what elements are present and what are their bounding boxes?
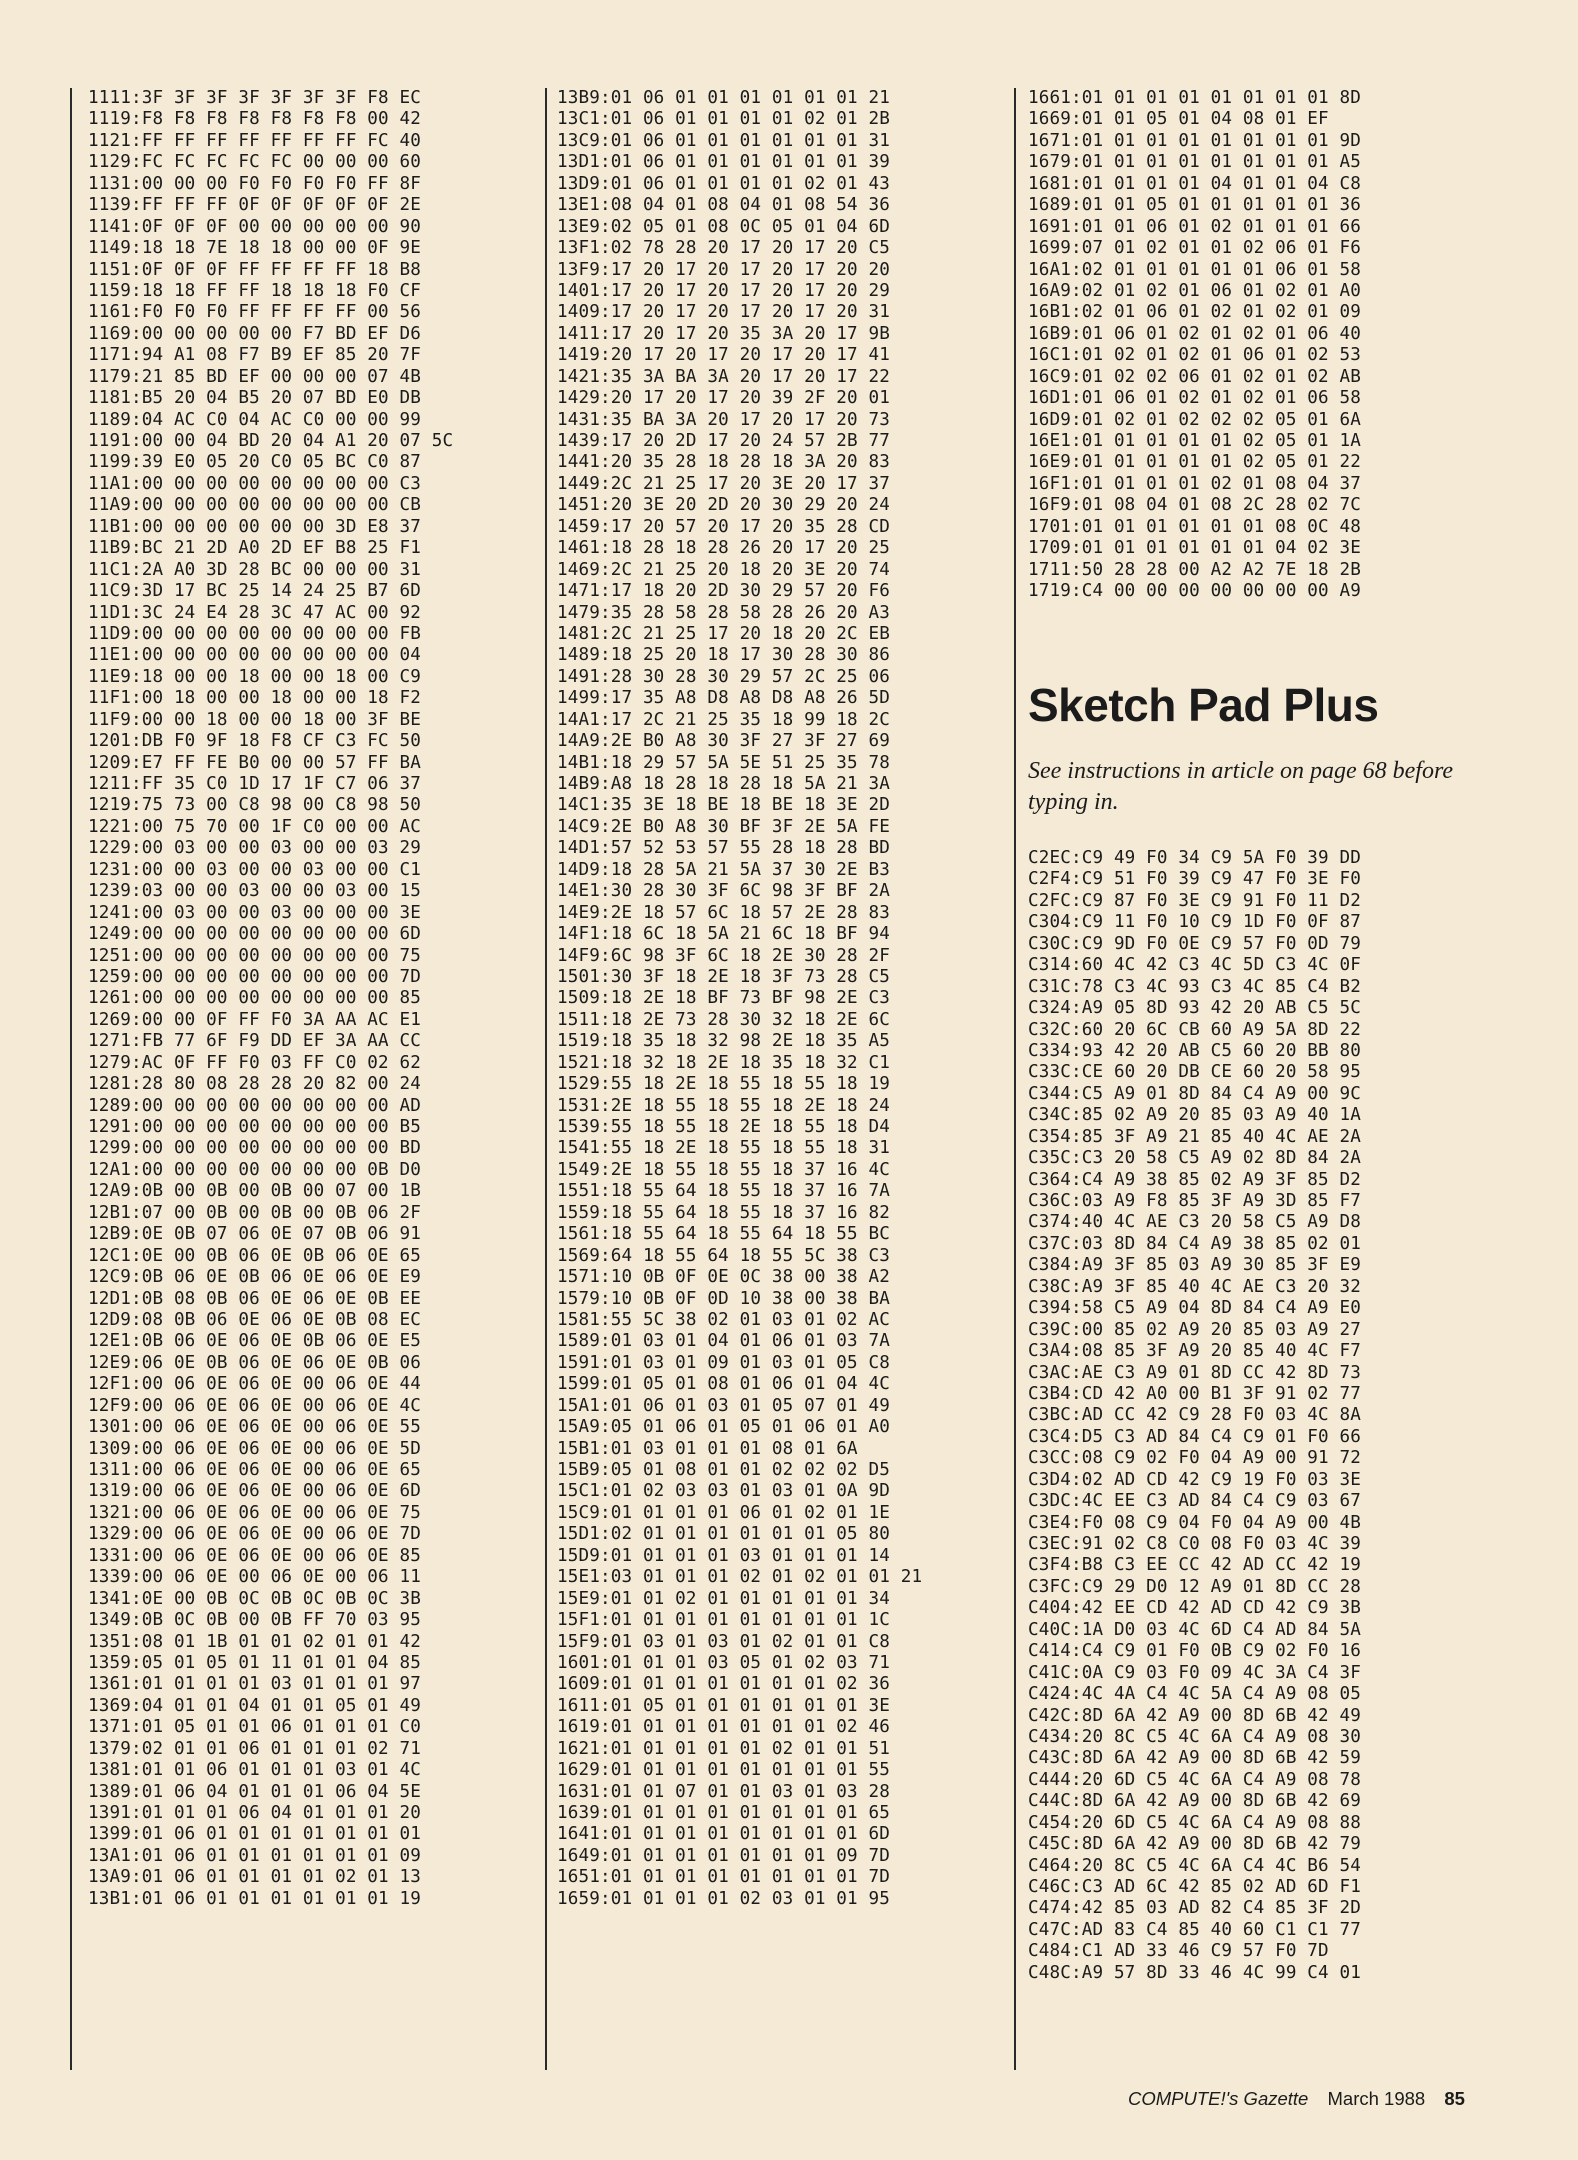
listing-line: 15E1:03 01 01 01 02 01 02 01 01 21 (557, 1567, 923, 1588)
listing-line: 1201:DB F0 9F 18 F8 CF C3 FC 50 (88, 731, 422, 752)
listing-line: 1389:01 06 04 01 01 01 06 04 5E (88, 1781, 422, 1802)
listing-line: 1691:01 01 06 01 02 01 01 01 66 (1028, 216, 1362, 237)
listing-line: C41C:0A C9 03 F0 09 4C 3A C4 3F (1028, 1662, 1362, 1683)
listing-line: 1689:01 01 05 01 01 01 01 01 36 (1028, 195, 1362, 216)
listing-line: C3CC:08 C9 02 F0 04 A9 00 91 72 (1028, 1448, 1362, 1469)
listing-line: 1519:18 35 18 32 98 2E 18 35 A5 (557, 1031, 891, 1052)
listing-line: 12D1:0B 08 0B 06 0E 06 0E 0B EE (88, 1288, 422, 1309)
listing-line: C414:C4 C9 01 F0 0B C9 02 F0 16 (1028, 1641, 1362, 1662)
listing-line: 1209:E7 FF FE B0 00 00 57 FF BA (88, 752, 422, 773)
listing-line: C354:85 3F A9 21 85 40 4C AE 2A (1028, 1126, 1362, 1147)
listing-line: 15D1:02 01 01 01 01 01 01 05 80 (557, 1524, 891, 1545)
listing-line: 14D9:18 28 5A 21 5A 37 30 2E B3 (557, 859, 891, 880)
listing-line: 1241:00 03 00 00 03 00 00 00 3E (88, 902, 422, 923)
listing-line: 1411:17 20 17 20 35 3A 20 17 9B (557, 323, 891, 344)
listing-line: 16F1:01 01 01 01 02 01 08 04 37 (1028, 473, 1362, 494)
listing-line: 1221:00 75 70 00 1F C0 00 00 AC (88, 816, 422, 837)
listing-line: 16A1:02 01 01 01 01 01 06 01 58 (1028, 259, 1362, 280)
listing-line: 13F1:02 78 28 20 17 20 17 20 C5 (557, 238, 891, 259)
listing-line: 16B9:01 06 01 02 01 02 01 06 40 (1028, 323, 1362, 344)
listing-line: 13E9:02 05 01 08 0C 05 01 04 6D (557, 216, 891, 237)
column-divider-2 (1014, 88, 1016, 2070)
listing-line: 11F9:00 00 18 00 00 18 00 3F BE (88, 709, 422, 730)
listing-line: 1511:18 2E 73 28 30 32 18 2E 6C (557, 1009, 891, 1030)
listing-line: C46C:C3 AD 6C 42 85 02 AD 6D F1 (1028, 1877, 1362, 1897)
listing-line: 14C1:35 3E 18 BE 18 BE 18 3E 2D (557, 795, 891, 816)
listing-line: 1231:00 00 03 00 00 03 00 00 C1 (88, 859, 422, 880)
listing-line: 12B1:07 00 0B 00 0B 00 0B 06 2F (88, 1202, 422, 1223)
listing-line: C474:42 85 03 AD 82 C4 85 3F 2D (1028, 1898, 1362, 1919)
listing-line: 1271:FB 77 6F F9 DD EF 3A AA CC (88, 1031, 422, 1052)
listing-line: C47C:AD 83 C4 85 40 60 C1 C1 77 (1028, 1919, 1362, 1940)
listing-line: 1611:01 05 01 01 01 01 01 01 3E (557, 1695, 891, 1716)
listing-line: 1521:18 32 18 2E 18 35 18 32 C1 (557, 1052, 891, 1073)
listing-line: C3B4:CD 42 A0 00 B1 3F 91 02 77 (1028, 1383, 1362, 1404)
listing-line: 1661:01 01 01 01 01 01 01 01 8D (1028, 88, 1362, 108)
listing-line: 1651:01 01 01 01 01 01 01 01 7D (557, 1867, 891, 1888)
listing-line: 1639:01 01 01 01 01 01 01 01 65 (557, 1803, 891, 1823)
listing-line: 1451:20 3E 20 2D 20 30 29 20 24 (557, 495, 891, 516)
listing-line: 1131:00 00 00 F0 F0 F0 F0 FF 8F (88, 173, 422, 194)
listing-line: C3A4:08 85 3F A9 20 85 40 4C F7 (1028, 1341, 1362, 1362)
listing-line: 12F1:00 06 0E 06 0E 00 06 0E 44 (88, 1374, 422, 1395)
footer-publication: COMPUTE!'s Gazette (1128, 2088, 1309, 2109)
listing-line: 12C9:0B 06 0E 0B 06 0E 06 0E E9 (88, 1267, 422, 1288)
listing-line: 16F9:01 08 04 01 08 2C 28 02 7C (1028, 495, 1362, 516)
listing-line: C39C:00 85 02 A9 20 85 03 A9 27 (1028, 1319, 1362, 1340)
listing-line: C34C:85 02 A9 20 85 03 A9 40 1A (1028, 1105, 1362, 1126)
listing-line: 11D9:00 00 00 00 00 00 00 00 FB (88, 623, 422, 644)
listing-line: 1501:30 3F 18 2E 18 3F 73 28 C5 (557, 966, 891, 987)
listing-line: 13B9:01 06 01 01 01 01 01 01 21 (557, 88, 891, 108)
listing-line: 1459:17 20 57 20 17 20 35 28 CD (557, 516, 891, 537)
listing-line: C37C:03 8D 84 C4 A9 38 85 02 01 (1028, 1233, 1362, 1254)
listing-line: 15F1:01 01 01 01 01 01 01 01 1C (557, 1610, 891, 1631)
listing-line: 1549:2E 18 55 18 55 18 37 16 4C (557, 1159, 891, 1180)
listing-line: 1559:18 55 64 18 55 18 37 16 82 (557, 1202, 891, 1223)
listing-line: 15C1:01 02 03 03 01 03 01 0A 9D (557, 1481, 891, 1502)
listing-line: C48C:A9 57 8D 33 46 4C 99 C4 01 (1028, 1962, 1362, 1983)
listing-line: 1261:00 00 00 00 00 00 00 00 85 (88, 988, 422, 1009)
listing-line: 1199:39 E0 05 20 C0 05 BC C0 87 (88, 452, 422, 473)
listing-line: C324:A9 05 8D 93 42 20 AB C5 5C (1028, 998, 1362, 1019)
listing-line: 1141:0F 0F 0F 00 00 00 00 00 90 (88, 216, 422, 237)
listing-line: C304:C9 11 F0 10 C9 1D F0 0F 87 (1028, 912, 1362, 933)
listing-line: 1479:35 28 58 28 58 28 26 20 A3 (557, 602, 891, 623)
listing-line: C364:C4 A9 38 85 02 A9 3F 85 D2 (1028, 1169, 1362, 1190)
listing-line: 14E1:30 28 30 3F 6C 98 3F BF 2A (557, 881, 891, 902)
listing-line: 1311:00 06 0E 06 0E 00 06 0E 65 (88, 1460, 422, 1480)
listing-line: 15F9:01 03 01 03 01 02 01 01 C8 (557, 1631, 891, 1652)
listing-line: C36C:03 A9 F8 85 3F A9 3D 85 F7 (1028, 1191, 1362, 1211)
listing-line: 1471:17 18 20 2D 30 29 57 20 F6 (557, 581, 891, 602)
listing-line: 1561:18 55 64 18 55 64 18 55 BC (557, 1224, 891, 1245)
listing-line: 1301:00 06 0E 06 0E 00 06 0E 55 (88, 1417, 422, 1438)
listing-line: 13A1:01 06 01 01 01 01 01 01 09 (88, 1845, 422, 1866)
listing-line: C444:20 6D C5 4C 6A C4 A9 08 78 (1028, 1769, 1362, 1790)
listing-line: 1599:01 05 01 08 01 06 01 04 4C (557, 1374, 891, 1395)
listing-line: 14E9:2E 18 57 6C 18 57 2E 28 83 (557, 902, 891, 923)
listing-line: 11D1:3C 24 E4 28 3C 47 AC 00 92 (88, 602, 422, 623)
listing-line: 1449:2C 21 25 17 20 3E 20 17 37 (557, 473, 891, 494)
listing-line: 1499:17 35 A8 D8 A8 D8 A8 26 5D (557, 688, 891, 709)
listing-line: 1709:01 01 01 01 01 01 04 02 3E (1028, 538, 1362, 559)
listing-line: 11C9:3D 17 BC 25 14 24 25 B7 6D (88, 581, 422, 602)
listing-line: C3BC:AD CC 42 C9 28 F0 03 4C 8A (1028, 1405, 1362, 1426)
listing-line: C2F4:C9 51 F0 39 C9 47 F0 3E F0 (1028, 869, 1362, 890)
listing-line: C31C:78 C3 4C 93 C3 4C 85 C4 B2 (1028, 976, 1362, 997)
listing-line: C32C:60 20 6C CB 60 A9 5A 8D 22 (1028, 1019, 1362, 1040)
listing-line: 13B1:01 06 01 01 01 01 01 01 19 (88, 1888, 422, 1909)
listing-line: 15A9:05 01 06 01 05 01 06 01 A0 (557, 1417, 891, 1438)
listing-line: 1149:18 18 7E 18 18 00 00 0F 9E (88, 238, 422, 259)
listing-line: C314:60 4C 42 C3 4C 5D C3 4C 0F (1028, 955, 1362, 976)
section-note: See instructions in article on page 68 before typing in. (1028, 758, 1454, 815)
listing-line: 12C1:0E 00 0B 06 0E 0B 06 0E 65 (88, 1245, 422, 1266)
listing-line: 1291:00 00 00 00 00 00 00 00 B5 (88, 1117, 422, 1137)
listing-line: C3C4:D5 C3 AD 84 C4 C9 01 F0 66 (1028, 1426, 1362, 1447)
listing-line: 1191:00 00 04 BD 20 04 A1 20 07 5C (88, 431, 454, 451)
listing-line: C45C:8D 6A 42 A9 00 8D 6B 42 79 (1028, 1834, 1362, 1855)
listing-line: C33C:CE 60 20 DB CE 60 20 58 95 (1028, 1062, 1362, 1083)
listing-line: 16C9:01 02 02 06 01 02 01 02 AB (1028, 366, 1362, 387)
listing-line: 1391:01 01 01 06 04 01 01 01 20 (88, 1803, 422, 1823)
listing-line: 12A9:0B 00 0B 00 0B 00 07 00 1B (88, 1181, 422, 1202)
listing-line: 1701:01 01 01 01 01 01 08 0C 48 (1028, 516, 1362, 537)
listing-line: 14D1:57 52 53 57 55 28 18 28 BD (557, 838, 891, 859)
listing-line: 1619:01 01 01 01 01 01 01 02 46 (557, 1717, 891, 1738)
listing-line: 16D9:01 02 01 02 02 02 05 01 6A (1028, 409, 1362, 430)
listing-line: 1719:C4 00 00 00 00 00 00 00 A9 (1028, 581, 1362, 602)
listing-line: 1351:08 01 1B 01 01 02 01 01 42 (88, 1631, 422, 1652)
listing-line: 1281:28 80 08 28 28 20 82 00 24 (88, 1074, 422, 1095)
listing-column-3 (1028, 88, 1468, 603)
listing-column-2 (557, 88, 997, 1910)
listing-line: 1339:00 06 0E 00 06 0E 00 06 11 (88, 1567, 422, 1588)
listing-line: 12D9:08 0B 06 0E 06 0E 0B 08 EC (88, 1309, 422, 1330)
listing-line: 1381:01 01 06 01 01 01 03 01 4C (88, 1760, 422, 1781)
listing-line: 16B1:02 01 06 01 02 01 02 01 09 (1028, 302, 1362, 323)
listing-line: 1591:01 03 01 09 01 03 01 05 C8 (557, 1352, 891, 1373)
listing-line: 1359:05 01 05 01 11 01 01 04 85 (88, 1652, 422, 1673)
listing-line: 1259:00 00 00 00 00 00 00 00 7D (88, 966, 422, 987)
listing-line: C454:20 6D C5 4C 6A C4 A9 08 88 (1028, 1812, 1362, 1833)
listing-line: 13D9:01 06 01 01 01 01 02 01 43 (557, 173, 891, 194)
listing-line: C374:40 4C AE C3 20 58 C5 A9 D8 (1028, 1212, 1362, 1233)
listing-line: C3FC:C9 29 D0 12 A9 01 8D CC 28 (1028, 1576, 1362, 1597)
listing-line: 11F1:00 18 00 00 18 00 00 18 F2 (88, 688, 422, 709)
listing-line: 1239:03 00 00 03 00 00 03 00 15 (88, 881, 422, 902)
listing-line: 1111:3F 3F 3F 3F 3F 3F 3F F8 EC (88, 88, 422, 108)
listing-column-3b (1028, 848, 1468, 1984)
listing-line: 1349:0B 0C 0B 00 0B FF 70 03 95 (88, 1610, 422, 1631)
listing-line: C404:42 EE CD 42 AD CD 42 C9 3B (1028, 1598, 1362, 1619)
listing-line: 1491:28 30 28 30 29 57 2C 25 06 (557, 666, 891, 687)
listing-line: 1461:18 28 18 28 26 20 17 20 25 (557, 538, 891, 559)
listing-line: C3D4:02 AD CD 42 C9 19 F0 03 3E (1028, 1469, 1362, 1490)
listing-line: 11E9:18 00 00 18 00 00 18 00 C9 (88, 666, 422, 687)
listing-line: 1551:18 55 64 18 55 18 37 16 7A (557, 1181, 891, 1202)
listing-line: 11C1:2A A0 3D 28 BC 00 00 00 31 (88, 559, 422, 580)
listing-line: 1641:01 01 01 01 01 01 01 01 6D (557, 1824, 891, 1845)
listing-line: C3DC:4C EE C3 AD 84 C4 C9 03 67 (1028, 1491, 1362, 1512)
listing-line: 1631:01 01 07 01 01 03 01 03 28 (557, 1781, 891, 1802)
listing-line: 1279:AC 0F FF F0 03 FF C0 02 62 (88, 1052, 422, 1073)
section-title: Sketch Pad Plus (1028, 679, 1379, 731)
listing-line: 16C1:01 02 01 02 01 06 01 02 53 (1028, 345, 1362, 366)
listing-line: 14A1:17 2C 21 25 35 18 99 18 2C (557, 709, 891, 730)
listing-line: 1681:01 01 01 01 04 01 01 04 C8 (1028, 173, 1362, 194)
listing-line: 13E1:08 04 01 08 04 01 08 54 36 (557, 195, 891, 216)
listing-line: 1379:02 01 01 06 01 01 01 02 71 (88, 1738, 422, 1759)
listing-line: 16A9:02 01 02 01 06 01 02 01 A0 (1028, 280, 1362, 301)
listing-line: C424:4C 4A C4 4C 5A C4 A9 08 05 (1028, 1684, 1362, 1705)
listing-line: C434:20 8C C5 4C 6A C4 A9 08 30 (1028, 1726, 1362, 1747)
listing-line: 1401:17 20 17 20 17 20 17 20 29 (557, 280, 891, 301)
footer-date: March 1988 (1327, 2088, 1426, 2109)
page-footer (1128, 2088, 1465, 2110)
listing-line: 13A9:01 06 01 01 01 01 02 01 13 (88, 1867, 422, 1888)
listing-line: 1299:00 00 00 00 00 00 00 00 BD (88, 1138, 422, 1159)
listing-line: 1189:04 AC C0 04 AC C0 00 00 99 (88, 409, 422, 430)
listing-line: 1251:00 00 00 00 00 00 00 00 75 (88, 945, 422, 966)
listing-line: 1509:18 2E 18 BF 73 BF 98 2E C3 (557, 988, 891, 1009)
listing-line: 1621:01 01 01 01 01 02 01 01 51 (557, 1738, 891, 1759)
listing-line: 1609:01 01 01 01 01 01 01 02 36 (557, 1674, 891, 1695)
listing-line: 1249:00 00 00 00 00 00 00 00 6D (88, 924, 422, 945)
listing-line: 1371:01 05 01 01 06 01 01 01 C0 (88, 1717, 422, 1738)
listing-line: C2FC:C9 87 F0 3E C9 91 F0 11 D2 (1028, 890, 1362, 911)
listing-line: 1539:55 18 55 18 2E 18 55 18 D4 (557, 1117, 891, 1137)
listing-line: 1541:55 18 2E 18 55 18 55 18 31 (557, 1138, 891, 1159)
listing-line: 12A1:00 00 00 00 00 00 00 0B D0 (88, 1159, 422, 1180)
listing-line: 1121:FF FF FF FF FF FF FF FC 40 (88, 130, 422, 151)
listing-line: 1579:10 0B 0F 0D 10 38 00 38 BA (557, 1288, 891, 1309)
listing-line: C44C:8D 6A 42 A9 00 8D 6B 42 69 (1028, 1791, 1362, 1812)
listing-line: 1211:FF 35 C0 1D 17 1F C7 06 37 (88, 774, 422, 794)
listing-line: 15B1:01 03 01 01 01 08 01 6A (557, 1438, 858, 1459)
listing-line: 1321:00 06 0E 06 0E 00 06 0E 75 (88, 1502, 422, 1523)
listing-line: 13F9:17 20 17 20 17 20 17 20 20 (557, 259, 891, 280)
listing-line: 14B9:A8 18 28 18 28 18 5A 21 3A (557, 774, 891, 794)
listing-line: 14A9:2E B0 A8 30 3F 27 3F 27 69 (557, 731, 891, 752)
listing-line: 1649:01 01 01 01 01 01 01 09 7D (557, 1845, 891, 1866)
listing-line: C40C:1A D0 03 4C 6D C4 AD 84 5A (1028, 1619, 1362, 1640)
listing-line: 12E9:06 0E 0B 06 0E 06 0E 0B 06 (88, 1352, 422, 1373)
listing-line: C42C:8D 6A 42 A9 00 8D 6B 42 49 (1028, 1705, 1362, 1726)
listing-line: 11B1:00 00 00 00 00 00 3D E8 37 (88, 516, 422, 537)
listing-line: 16D1:01 06 01 02 01 02 01 06 58 (1028, 388, 1362, 409)
listing-line: 1531:2E 18 55 18 55 18 2E 18 24 (557, 1095, 891, 1116)
listing-line: 1169:00 00 00 00 00 F7 BD EF D6 (88, 323, 422, 344)
listing-line: 1671:01 01 01 01 01 01 01 01 9D (1028, 130, 1362, 151)
listing-line: 15D9:01 01 01 01 03 01 01 01 14 (557, 1545, 891, 1566)
listing-line: 1481:2C 21 25 17 20 18 20 2C EB (557, 623, 891, 644)
listing-line: 1421:35 3A BA 3A 20 17 20 17 22 (557, 366, 891, 387)
listing-line: 1399:01 06 01 01 01 01 01 01 01 (88, 1824, 422, 1845)
listing-line: 1369:04 01 01 04 01 01 05 01 49 (88, 1695, 422, 1716)
listing-line: 1341:0E 00 0B 0C 0B 0C 0B 0C 3B (88, 1588, 422, 1609)
column-divider-1 (545, 88, 547, 2070)
listing-line: 1309:00 06 0E 06 0E 00 06 0E 5D (88, 1438, 422, 1459)
listing-line: 1119:F8 F8 F8 F8 F8 F8 F8 00 42 (88, 109, 422, 130)
column-divider-left (70, 88, 72, 2070)
listing-line: 1219:75 73 00 C8 98 00 C8 98 50 (88, 795, 422, 816)
listing-line: C43C:8D 6A 42 A9 00 8D 6B 42 59 (1028, 1748, 1362, 1769)
listing-line: 1171:94 A1 08 F7 B9 EF 85 20 7F (88, 345, 422, 366)
listing-line: 1711:50 28 28 00 A2 A2 7E 18 2B (1028, 559, 1362, 580)
listing-line: 1331:00 06 0E 06 0E 00 06 0E 85 (88, 1545, 422, 1566)
listing-line: C2EC:C9 49 F0 34 C9 5A F0 39 DD (1028, 848, 1362, 868)
listing-line: 1361:01 01 01 01 03 01 01 01 97 (88, 1674, 422, 1695)
listing-line: 1229:00 03 00 00 03 00 00 03 29 (88, 838, 422, 859)
listing-line: 1469:2C 21 25 20 18 20 3E 20 74 (557, 559, 891, 580)
listing-line: C3F4:B8 C3 EE CC 42 AD CC 42 19 (1028, 1555, 1362, 1576)
listing-line: 14B1:18 29 57 5A 5E 51 25 35 78 (557, 752, 891, 773)
listing-line: 1569:64 18 55 64 18 55 5C 38 C3 (557, 1245, 891, 1266)
listing-line: 11E1:00 00 00 00 00 00 00 00 04 (88, 645, 422, 666)
listing-line: 1129:FC FC FC FC FC 00 00 00 60 (88, 152, 422, 173)
listing-line: 14C9:2E B0 A8 30 BF 3F 2E 5A FE (557, 816, 891, 837)
listing-line: 15C9:01 01 01 01 06 01 02 01 1E (557, 1502, 891, 1523)
listing-line: 1669:01 01 05 01 04 08 01 EF (1028, 109, 1329, 130)
listing-line: 1699:07 01 02 01 01 02 06 01 F6 (1028, 238, 1362, 259)
listing-line: 13C9:01 06 01 01 01 01 01 01 31 (557, 130, 891, 151)
listing-line: C334:93 42 20 AB C5 60 20 BB 80 (1028, 1040, 1362, 1061)
listing-line: C3AC:AE C3 A9 01 8D CC 42 8D 73 (1028, 1362, 1362, 1383)
listing-line: 1439:17 20 2D 17 20 24 57 2B 77 (557, 431, 891, 451)
listing-line: 15E9:01 01 02 01 01 01 01 01 34 (557, 1588, 891, 1609)
listing-line: C35C:C3 20 58 C5 A9 02 8D 84 2A (1028, 1148, 1362, 1169)
listing-line: C38C:A9 3F 85 40 4C AE C3 20 32 (1028, 1276, 1362, 1297)
listing-line: 1329:00 06 0E 06 0E 00 06 0E 7D (88, 1524, 422, 1545)
listing-line: C3EC:91 02 C8 C0 08 F0 03 4C 39 (1028, 1534, 1362, 1554)
listing-line: 14F1:18 6C 18 5A 21 6C 18 BF 94 (557, 924, 891, 945)
listing-line: 1139:FF FF FF 0F 0F 0F 0F 0F 2E (88, 195, 422, 216)
listing-line: 1601:01 01 01 03 05 01 02 03 71 (557, 1652, 891, 1673)
listing-line: 1679:01 01 01 01 01 01 01 01 A5 (1028, 152, 1362, 173)
listing-line: 1429:20 17 20 17 20 39 2F 20 01 (557, 388, 891, 409)
listing-line: 1319:00 06 0E 06 0E 00 06 0E 6D (88, 1481, 422, 1502)
listing-line: 11A9:00 00 00 00 00 00 00 00 CB (88, 495, 422, 516)
listing-line: 1659:01 01 01 01 02 03 01 01 95 (557, 1888, 891, 1909)
listing-line: 1431:35 BA 3A 20 17 20 17 20 73 (557, 409, 891, 430)
listing-line: 12B9:0E 0B 07 06 0E 07 0B 06 91 (88, 1224, 422, 1245)
listing-line: 1629:01 01 01 01 01 01 01 01 55 (557, 1760, 891, 1781)
listing-line: 15B9:05 01 08 01 01 02 02 02 D5 (557, 1460, 891, 1480)
listing-line: C384:A9 3F 85 03 A9 30 85 3F E9 (1028, 1255, 1362, 1276)
listing-line: C30C:C9 9D F0 0E C9 57 F0 0D 79 (1028, 933, 1362, 954)
listing-line: 1269:00 00 0F FF F0 3A AA AC E1 (88, 1009, 422, 1030)
listing-line: 1179:21 85 BD EF 00 00 00 07 4B (88, 366, 422, 387)
listing-line: 1151:0F 0F 0F FF FF FF FF 18 B8 (88, 259, 422, 280)
listing-line: 1589:01 03 01 04 01 06 01 03 7A (557, 1331, 891, 1352)
listing-line: 14F9:6C 98 3F 6C 18 2E 30 28 2F (557, 945, 891, 966)
listing-line: C464:20 8C C5 4C 6A C4 4C B6 54 (1028, 1855, 1362, 1876)
listing-line: 1289:00 00 00 00 00 00 00 00 AD (88, 1095, 422, 1116)
listing-line: 1529:55 18 2E 18 55 18 55 18 19 (557, 1074, 891, 1095)
listing-line: C344:C5 A9 01 8D 84 C4 A9 00 9C (1028, 1083, 1362, 1104)
listing-line: 16E1:01 01 01 01 01 02 05 01 1A (1028, 431, 1362, 451)
listing-line: C484:C1 AD 33 46 C9 57 F0 7D (1028, 1941, 1329, 1962)
listing-line: 1181:B5 20 04 B5 20 07 BD E0 DB (88, 388, 422, 409)
listing-column-1 (88, 88, 528, 1910)
listing-line: 12F9:00 06 0E 06 0E 00 06 0E 4C (88, 1395, 422, 1416)
listing-line: 11B9:BC 21 2D A0 2D EF B8 25 F1 (88, 538, 422, 559)
listing-line: 1571:10 0B 0F 0E 0C 38 00 38 A2 (557, 1267, 891, 1288)
footer-page-number: 85 (1444, 2088, 1465, 2109)
listing-line: C3E4:F0 08 C9 04 F0 04 A9 00 4B (1028, 1512, 1362, 1533)
listing-line: 15A1:01 06 01 03 01 05 07 01 49 (557, 1395, 891, 1416)
listing-line: 13C1:01 06 01 01 01 01 02 01 2B (557, 109, 891, 130)
listing-line: 1159:18 18 FF FF 18 18 18 F0 CF (88, 280, 422, 301)
listing-line: 1581:55 5C 38 02 01 03 01 02 AC (557, 1309, 891, 1330)
listing-line: 12E1:0B 06 0E 06 0E 0B 06 0E E5 (88, 1331, 422, 1352)
listing-line: C394:58 C5 A9 04 8D 84 C4 A9 E0 (1028, 1298, 1362, 1319)
listing-line: 1161:F0 F0 F0 FF FF FF FF 00 56 (88, 302, 422, 323)
listing-line: 1409:17 20 17 20 17 20 17 20 31 (557, 302, 891, 323)
listing-line: 16E9:01 01 01 01 01 02 05 01 22 (1028, 452, 1362, 473)
listing-line: 1419:20 17 20 17 20 17 20 17 41 (557, 345, 891, 366)
listing-line: 13D1:01 06 01 01 01 01 01 01 39 (557, 152, 891, 173)
listing-line: 1441:20 35 28 18 28 18 3A 20 83 (557, 452, 891, 473)
listing-line: 1489:18 25 20 18 17 30 28 30 86 (557, 645, 891, 666)
listing-line: 11A1:00 00 00 00 00 00 00 00 C3 (88, 473, 422, 494)
